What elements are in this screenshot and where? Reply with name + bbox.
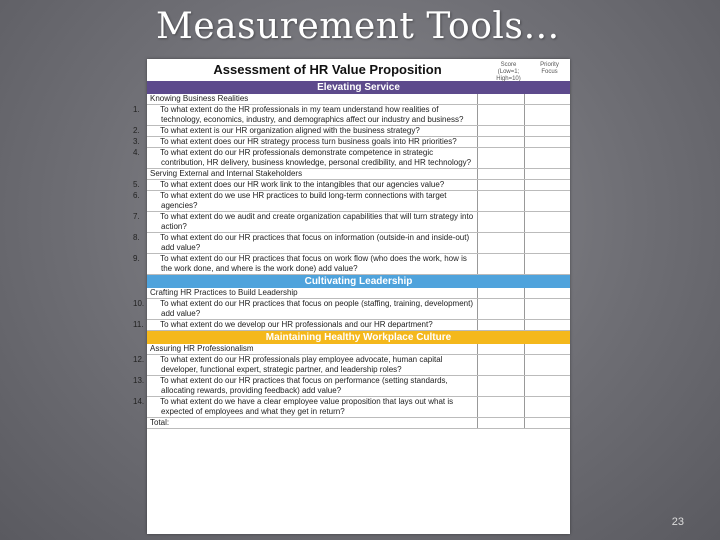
question-row xyxy=(147,126,570,137)
subsection-row xyxy=(147,288,570,299)
subsection-row xyxy=(147,344,570,355)
assessment-document xyxy=(133,59,570,534)
section-header-cultivating-leadership xyxy=(147,275,570,289)
priority-cell[interactable] xyxy=(524,355,570,376)
question-row xyxy=(147,233,570,254)
assessment-table xyxy=(133,81,570,429)
score-cell[interactable] xyxy=(477,397,524,418)
score-cell[interactable] xyxy=(477,126,524,137)
subsection-row xyxy=(147,94,570,105)
question-text: 8. To what extent do our HR practices that focus on information (outside-in and inside-out) add value? xyxy=(147,233,477,254)
priority-cell[interactable] xyxy=(524,344,570,355)
question-row xyxy=(147,355,570,376)
score-cell[interactable] xyxy=(477,344,524,355)
score-cell[interactable] xyxy=(477,94,524,105)
score-cell[interactable] xyxy=(477,105,524,126)
priority-cell[interactable] xyxy=(524,233,570,254)
score-column-header: Score (Low=1; High=10) xyxy=(496,62,521,82)
subsection-title: Crafting HR Practices to Build Leadership xyxy=(147,288,477,299)
score-cell[interactable] xyxy=(477,288,524,299)
question-row xyxy=(147,191,570,212)
question-text: 12. To what extent do our HR professionals play employee advocate, human capital developer, functional expert, strategic partner, and leadership roles? xyxy=(147,355,477,376)
section-title: Elevating Service xyxy=(147,81,570,94)
question-row xyxy=(147,137,570,148)
priority-column-header: Priority Focus xyxy=(540,62,559,75)
priority-cell[interactable] xyxy=(524,288,570,299)
score-cell[interactable] xyxy=(477,148,524,169)
priority-cell[interactable] xyxy=(524,320,570,331)
subsection-title: Knowing Business Realities xyxy=(147,94,477,105)
question-row xyxy=(147,212,570,233)
score-cell[interactable] xyxy=(477,376,524,397)
subsection-row xyxy=(147,169,570,180)
priority-cell[interactable] xyxy=(524,376,570,397)
question-text: 9. To what extent do our HR practices that focus on work flow (who does the work, how is the work done, and where is the work done) add value? xyxy=(147,254,477,275)
priority-cell[interactable] xyxy=(524,94,570,105)
priority-total-cell[interactable] xyxy=(524,418,570,429)
score-cell[interactable] xyxy=(477,169,524,180)
question-row xyxy=(147,105,570,126)
subsection-title: Serving External and Internal Stakeholders xyxy=(147,169,477,180)
section-title: Cultivating Leadership xyxy=(147,275,570,289)
document-title: Assessment of HR Value Proposition xyxy=(213,62,442,77)
question-text: 3. To what extent does our HR strategy process turn business goals into HR priorities? xyxy=(147,137,477,148)
question-text: 1. To what extent do the HR professionals in my team understand how realities of technology, economics, industry, and demographics affect our industry and business? xyxy=(147,105,477,126)
priority-cell[interactable] xyxy=(524,137,570,148)
question-row xyxy=(147,180,570,191)
document-header xyxy=(147,59,570,81)
question-text: 10. To what extent do our HR practices that focus on people (staffing, training, development) add value? xyxy=(147,299,477,320)
question-row xyxy=(147,320,570,331)
priority-cell[interactable] xyxy=(524,212,570,233)
score-cell[interactable] xyxy=(477,299,524,320)
priority-cell[interactable] xyxy=(524,180,570,191)
priority-cell[interactable] xyxy=(524,148,570,169)
priority-cell[interactable] xyxy=(524,191,570,212)
priority-cell[interactable] xyxy=(524,397,570,418)
priority-cell[interactable] xyxy=(524,169,570,180)
question-row xyxy=(147,299,570,320)
priority-cell[interactable] xyxy=(524,126,570,137)
score-cell[interactable] xyxy=(477,191,524,212)
page-number: 23 xyxy=(671,516,684,528)
question-text: 13. To what extent do our HR practices that focus on performance (setting standards, allocating rewards, providing feedback) add value? xyxy=(147,376,477,397)
question-text: 5. To what extent does our HR work link to the intangibles that our agencies value? xyxy=(147,180,477,191)
question-text: 6. To what extent do we use HR practices to build long-term connections with target agencies? xyxy=(147,191,477,212)
section-title: Maintaining Healthy Workplace Culture xyxy=(147,331,570,345)
score-cell[interactable] xyxy=(477,254,524,275)
score-total-cell[interactable] xyxy=(477,418,524,429)
question-text: 4. To what extent do our HR professionals demonstrate competence in strategic contribution, HR delivery, business knowledge, personal credibility, and HR technology? xyxy=(147,148,477,169)
score-cell[interactable] xyxy=(477,137,524,148)
question-text: 7. To what extent do we audit and create organization capabilities that will turn strategy into action? xyxy=(147,212,477,233)
question-row xyxy=(147,397,570,418)
score-cell[interactable] xyxy=(477,212,524,233)
priority-cell[interactable] xyxy=(524,254,570,275)
score-cell[interactable] xyxy=(477,233,524,254)
priority-cell[interactable] xyxy=(524,105,570,126)
score-cell[interactable] xyxy=(477,320,524,331)
subsection-title: Assuring HR Professionalism xyxy=(147,344,477,355)
question-row xyxy=(147,254,570,275)
question-row xyxy=(147,376,570,397)
priority-cell[interactable] xyxy=(524,299,570,320)
total-row xyxy=(147,418,570,429)
question-text: 14. To what extent do we have a clear employee value proposition that lays out what is expected of employees and what they get in return? xyxy=(147,397,477,418)
question-text: 2. To what extent is our HR organization aligned with the business strategy? xyxy=(147,126,477,137)
score-cell[interactable] xyxy=(477,355,524,376)
total-label: Total: xyxy=(147,418,477,429)
score-cell[interactable] xyxy=(477,180,524,191)
section-header-healthy-workplace-culture xyxy=(147,331,570,345)
question-text: 11. To what extent do we develop our HR professionals and our HR department? xyxy=(147,320,477,331)
slide-title: Measurement Tools… xyxy=(156,6,560,47)
question-row xyxy=(147,148,570,169)
